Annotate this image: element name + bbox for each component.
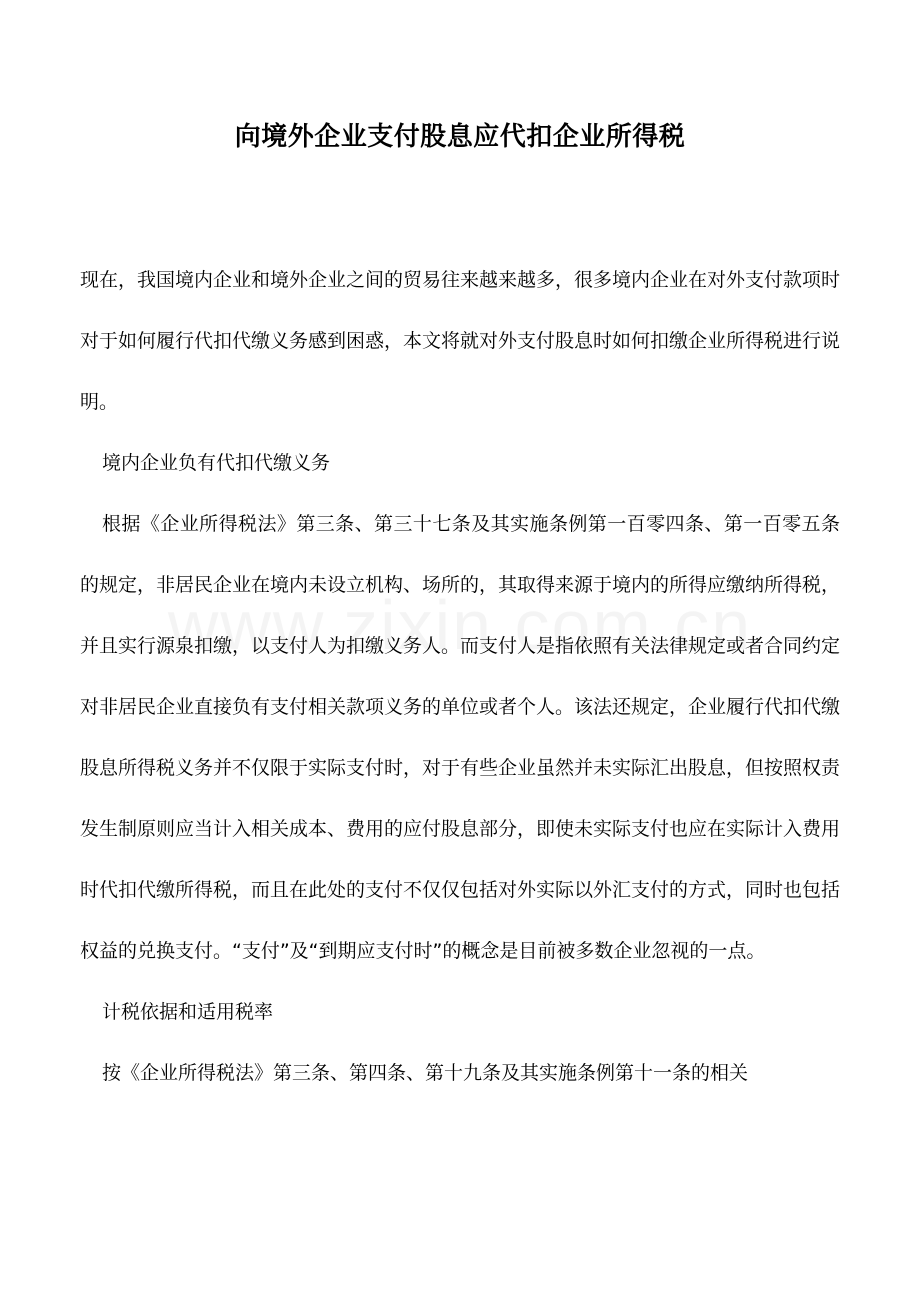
section-heading-withholding-obligation: 境内企业负有代扣代缴义务 (102, 452, 331, 474)
document-title: 向境外企业支付股息应代扣企业所得税 (234, 122, 686, 152)
document-body (80, 250, 840, 1104)
intro-paragraph: 现在，我国境内企业和境外企业之间的贸易往来越来越多，很多境内企业在对外支付款项时对于如何履行代扣代缴义务感到困惑，本文将就对外支付股息时如何扣缴企业所得税进行说明。 (80, 269, 841, 413)
withholding-obligation-paragraph: 根据《企业所得税法》第三条、第三十七条及其实施条例第一百零四条、第一百零五条的规定，非居民企业在境内未设立机构、场所的，其取得来源于境内的所得应缴纳所得税，并且实行源泉扣缴，以支付人为扣缴义务人。而支付人是指依照有关法律规定或者合同约定对非居民企业直接负有支付相关款项义务的单位或者个人。该法还规定，企业履行代扣代缴股息所得税义务并不仅限于实际支付时，对于有些企业虽然并未实际汇出股息，但按照权责发生制原则应当计入相关成本、费用的应付股息部分，即使未实际支付也应在实际计入费用时代扣代缴所得税，而且在此处的支付不仅仅包括对外实际以外汇支付的方式，同时也包括权益的兑换支付。“支付”及“到期应支付时”的概念是目前被多数企业忽视的一点。 (80, 513, 841, 962)
section-heading-tax-basis-and-rate: 计税依据和适用税率 (102, 1001, 274, 1023)
tax-basis-paragraph: 按《企业所得税法》第三条、第四条、第十九条及其实施条例第十一条的相关 (102, 1062, 749, 1084)
